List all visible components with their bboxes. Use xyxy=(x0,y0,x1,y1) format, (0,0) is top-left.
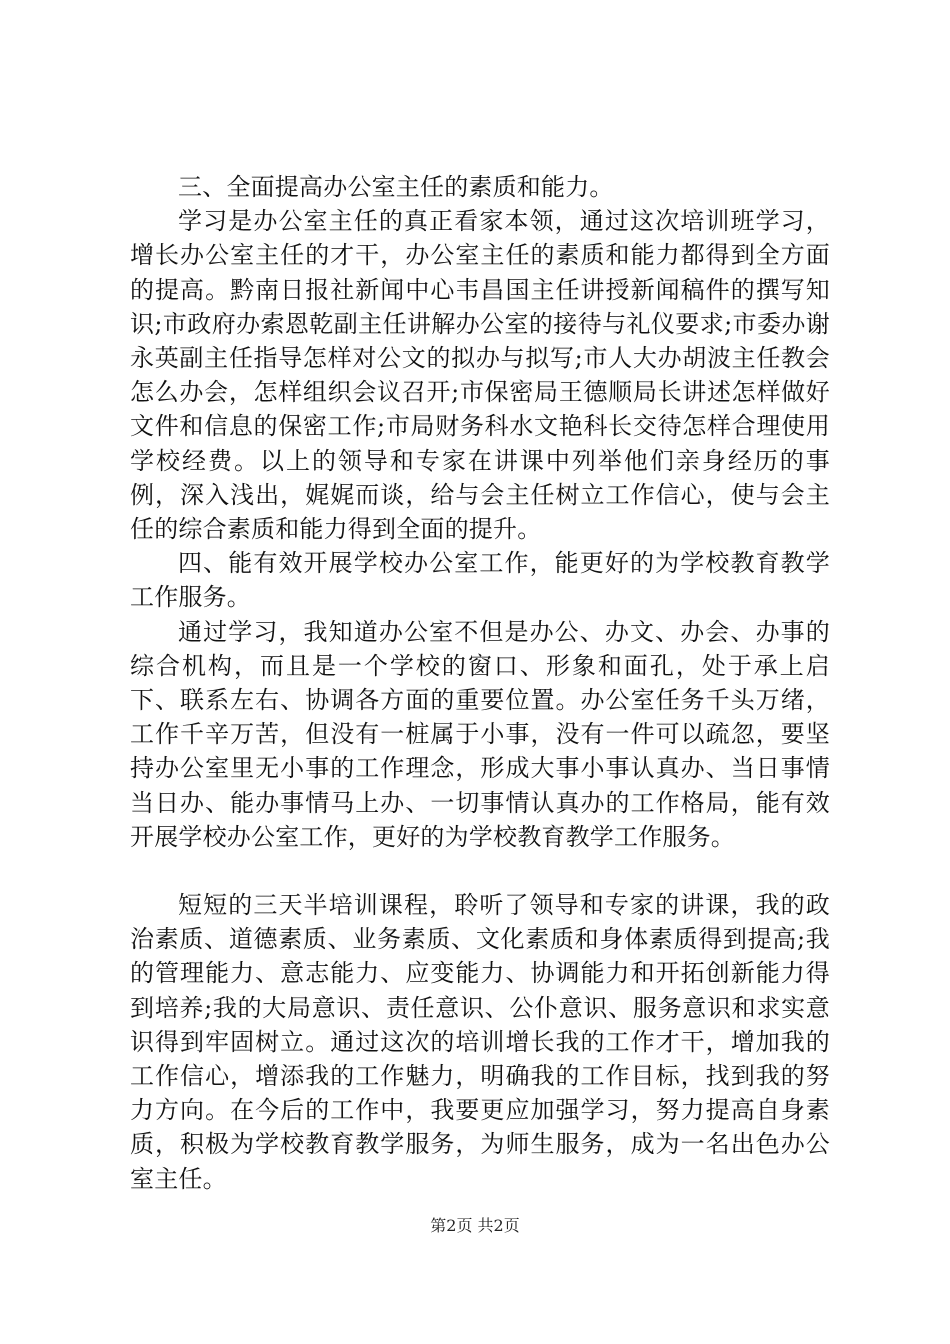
paragraph-learning: 学习是办公室主任的真正看家本领，通过这次培训班学习，增长办公室主任的才干，办公室主任的素质和能力都得到全方面的提高。黔南日报社新闻中心韦昌国主任讲授新闻稿件的撰写知识;市政府办索恩乾副主任讲解办公室的接待与礼仪要求;市委办谢永英副主任指导怎样对公文的拟办与拟写;市人大办胡波主任教会怎么办会，怎样组织会议召开;市保密局王德顺局长讲述怎样做好文件和信息的保密工作;市局财务科水文艳科长交待怎样合理使用学校经费。以上的领导和专家在讲课中列举他们亲身经历的事例，深入浅出，娓娓而谈，给与会主任树立工作信心，使与会主任的综合素质和能力得到全面的提升。 xyxy=(130,207,830,544)
document-body xyxy=(130,170,830,1196)
paragraph-spacer xyxy=(130,854,830,888)
paragraph-office-role: 通过学习，我知道办公室不但是办公、办文、办会、办事的综合机构，而且是一个学校的窗口、形象和面孔，处于承上启下、联系左右、协调各方面的重要位置。办公室任务千头万绪，工作千辛万苦，但没有一桩属于小事，没有一件可以疏忽，要坚持办公室里无小事的工作理念，形成大事小事认真办、当日事情当日办、能办事情马上办、一切事情认真办的工作格局，能有效开展学校办公室工作，更好的为学校教育教学工作服务。 xyxy=(130,617,830,851)
page-footer: 第2页 共2页 xyxy=(430,1216,520,1235)
section-heading-four: 四、能有效开展学校办公室工作，能更好的为学校教育教学工作服务。 xyxy=(130,549,830,612)
paragraph-conclusion: 短短的三天半培训课程，聆听了领导和专家的讲课，我的政治素质、道德素质、业务素质、文化素质和身体素质得到提高;我的管理能力、意志能力、应变能力、协调能力和开拓创新能力得到培养;我的大局意识、责任意识、公仆意识、服务意识和求实意识得到牢固树立。通过这次的培训增长我的工作才干，增加我的工作信心，增添我的工作魅力，明确我的工作目标，找到我的努力方向。在今后的工作中，我要更应加强学习，努力提高自身素质，积极为学校教育教学服务，为师生服务，成为一名出色办公室主任。 xyxy=(130,891,830,1193)
section-heading-three: 三、全面提高办公室主任的素质和能力。 xyxy=(178,173,614,201)
